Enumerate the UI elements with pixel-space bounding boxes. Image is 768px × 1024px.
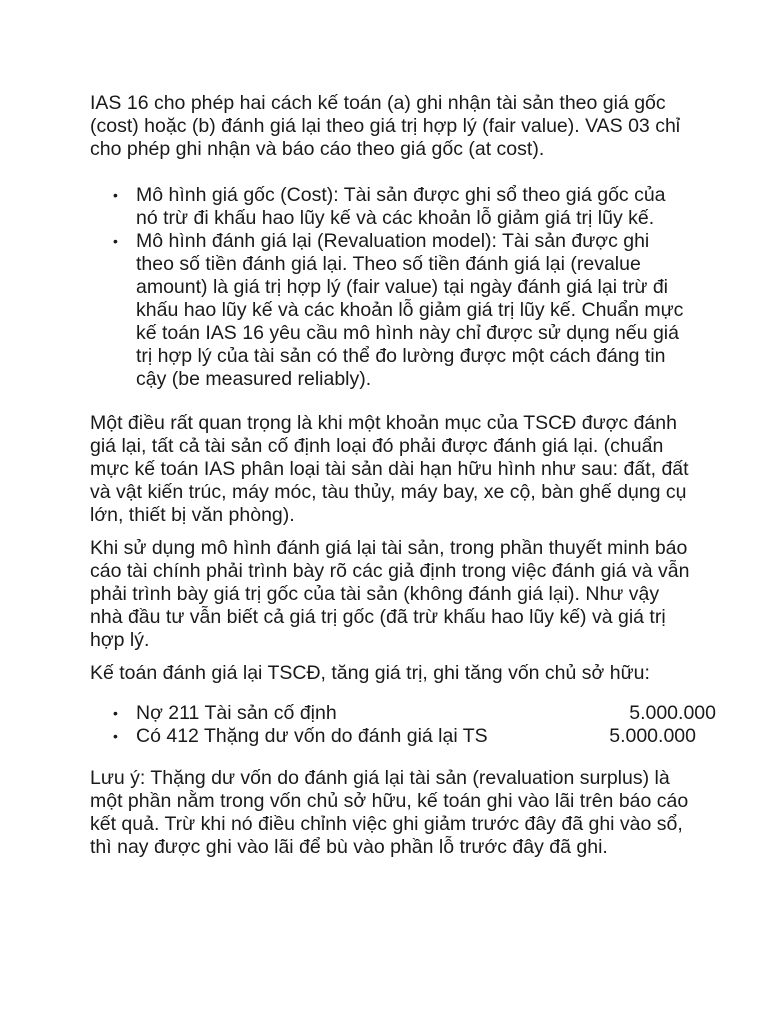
journal-entry-heading: Kế toán đánh giá lại TSCĐ, tăng giá trị, ghi tăng vốn chủ sở hữu:	[90, 662, 650, 684]
entry-account: • Nợ 211 Tài sản cố định	[136, 702, 337, 724]
document-page	[90, 92, 716, 859]
entry-account: • Có 412 Thặng dư vốn do đánh giá lại TS	[136, 725, 488, 747]
entry-amount: 5.000.000	[609, 725, 696, 747]
list-item-cost-model: • Mô hình giá gốc (Cost): Tài sản được ghi sổ theo giá gốc của nó trừ đi khấu hao lũy kế và các khoản lỗ giảm giá trị lũy kế.	[90, 184, 690, 230]
entry-amount: 5.000.000	[629, 702, 716, 724]
list-item	[90, 725, 696, 748]
disclosure-paragraph: Khi sử dụng mô hình đánh giá lại tài sản, trong phần thuyết minh báo cáo tài chính phải trình bày rõ các giả định trong việc đánh giá và vẫn phải trình bày giá trị gốc của tài sản (không đánh giá lại). Như vậy nhà đầu tư vẫn biết cả giá trị gốc (đã trừ khấu hao lũy kế) và giá trị hợp lý.	[90, 537, 690, 651]
note-paragraph: Lưu ý: Thặng dư vốn do đánh giá lại tài sản (revaluation surplus) là một phần nằm trong vốn chủ sở hữu, kế toán ghi vào lãi trên báo cáo kết quả. Trừ khi nó điều chỉnh việc ghi giảm trước đây đã ghi vào sổ, thì nay được ghi vào lãi để bù vào phần lỗ trước đây đã ghi.	[90, 767, 689, 858]
revaluation-scope-paragraph: Một điều rất quan trọng là khi một khoản mục của TSCĐ được đánh giá lại, tất cả tài sản cố định loại đó phải được đánh giá lại. (chuẩn mực kế toán IAS phân loại tài sản dài hạn hữu hình như sau: đất, đất và vật kiến trúc, máy móc, tàu thủy, máy bay, xe cộ, bàn ghế dụng cụ lớn, thiết bị văn phòng).	[90, 412, 689, 526]
accounting-models-list	[90, 184, 690, 391]
list-item	[90, 702, 716, 725]
list-item-revaluation-model: • Mô hình đánh giá lại (Revaluation model): Tài sản được ghi theo số tiền đánh giá lại. Theo số tiền đánh giá lại (revalue amount) là giá trị hợp lý (fair value) tại ngày đánh giá lại trừ đi khấu hao lũy kế và các khoản lỗ giảm giá trị lũy kế. Chuẩn mực kế toán IAS 16 yêu cầu mô hình này chỉ được sử dụng nếu giá trị hợp lý của tài sản có thể đo lường được một cách đáng tin cậy (be measured reliably).	[90, 230, 690, 391]
journal-entry-debit	[136, 702, 716, 725]
intro-paragraph: IAS 16 cho phép hai cách kế toán (a) ghi nhận tài sản theo giá gốc (cost) hoặc (b) đánh giá lại theo giá trị hợp lý (fair value). VAS 03 chỉ cho phép ghi nhận và báo cáo theo giá gốc (at cost).	[90, 92, 681, 160]
journal-entry-credit	[136, 725, 696, 748]
journal-entries-list	[90, 702, 716, 748]
